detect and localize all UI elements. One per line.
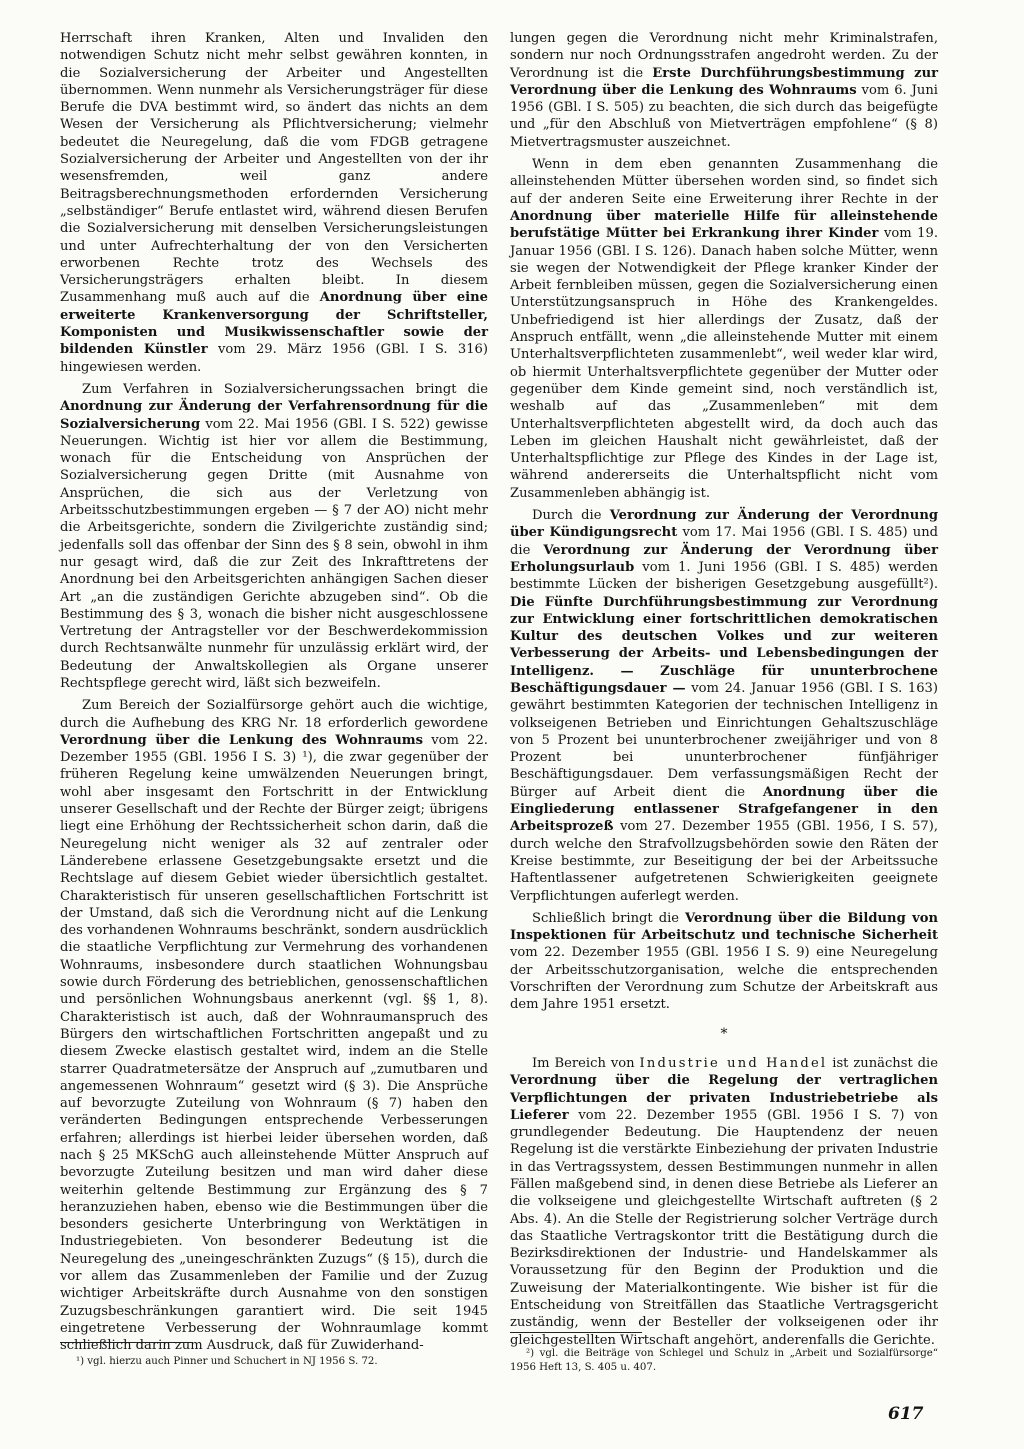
paragraph-labour-law: Durch die Verordnung zur Änderung der Verordnung über Kündigungsrecht vom 17. Mai 1956 (GBl. I S. 485) und die Verordnung zur Änderung der Verordnung über Erholungsurlaub vom 1. Juni 1956 (GBl. I S. 485) werden bestimmte Lücken der bisherigen Gesetzgebung ausgefüllt²). Die Fünfte Durchführungsbestimmung zur Verordnung zur Entwicklung einer fortschrittlichen demokratischen Kultur des deutschen Volkes und zur weiteren Verbesserung der Arbeits- und Lebensbedingungen der Intelligenz. — Zuschläge für ununterbrochene Beschäftigungsdauer — vom 24. Januar 1956 (GBl. I S. 163) gewährt bestimmten Kategorien der technischen Intelligenz in volkseigenen Betrieben und Einrichtungen Gehaltszuschläge von 5 Prozent bei ununterbrochener zweijähriger und von 8 Prozent bei ununterbrochener fünfjähriger Beschäftigungsdauer. Dem verfassungsmäßigen Recht der Bürger auf Arbeit dient die Anordnung über die Eingliederung entlassener Strafgefangener in den Arbeitsprozeß vom 27. Dezember 1955 (GBl. 1956, I S. 57), durch welche den Strafvollzugsbehörden sowie den Räten der Kreise bestimmte, zur Beseitigung der bei der Arbeitssuche Haftentlassener aufgetretenen Schwierigkeiten geeignete Verpflichtungen auferlegt werden. [510, 508, 939, 904]
right-column [510, 30, 938, 1349]
law-title: Verordnung zur Änderung der Verordnung über Kündigungsrecht [510, 508, 938, 541]
law-title: Verordnung über die Lenkung des Wohnraums [60, 732, 423, 748]
paragraph-industry-trade: Im Bereich von Industrie und Handel ist zunächst die Verordnung über die Regelung der vertraglichen Verpflichtungen der privaten Industriebetriebe als Lieferer vom 22. Dezember 1955 (GBl. 1956 I S. 7) von grundlegender Bedeutung. Die Hauptendenz der neuen Regelung ist die verstärkte Einbeziehung der privaten Industrie in das Vertragssystem, dessen Bestimmungen nunmehr in allen Fällen maßgebend sind, in denen diese Betriebe als Lieferer an die volkseigene und gleichgestellte Wirtschaft auftreten (§ 2 Abs. 4). An die Stelle der Registrierung solcher Verträge durch das Staatliche Vertragskontor tritt die Bestätigung durch die Bezirksdirektionen der Industrie- und Handelskammer als Voraussetzung für den Beginn der Produktion und die Zuweisung der Materialkontingente. Wie bisher ist für die Entscheidung von Streitfällen das Staatliche Vertragsgericht zuständig, wenn der Besteller der volkseigenen oder ihr gleichgestellten Wirtschaft angehört, anderenfalls die Gerichte. [510, 1055, 938, 1348]
law-title: Anordnung über materielle Hilfe für alleinstehende berufstätige Mütter bei Erkrankung ihrer Kinder [510, 208, 938, 242]
paragraph-housing-regulation: Zum Bereich der Sozialfürsorge gehört auch die wichtige, durch die Aufhebung des KRG Nr. 18 erforderlich gewordene Verordnung über die Lenkung des Wohnraums vom 22. Dezember 1955 (GBl. 1956 I S. 3) ¹), die zwar gegenüber der früheren Regelung keine umwälzenden Neuerungen bringt, wohl aber insgesamt den Fortschritt in der Entwicklung unserer Gesellschaft und der Rechte der Bürger zeigt; übrigens liegt eine Erhöhung der Rechtssicherheit schon darin, daß die Neuregelung nicht weniger als 32 auf zentraler oder Länderebene erlassene Gesetzgebungsakte ersetzt und die Rechtslage auf diesem Gebiet wieder übersichtlich gestaltet. Charakteristisch für unseren gesellschaftlichen Fortschritt ist der Umstand, daß sich die Verordnung nicht auf die Lenkung des vorhandenen Wohnraums beschränkt, sondern ausdrücklich die staatliche Verpflichtung zur Vermehrung des vorhandenen Wohnraums, insbesondere durch staatlichen Wohnungsbau sowie durch Förderung des betrieblichen, genossenschaftlichen und persönlichen Wohnungsbaus anerkennt (vgl. §§ 1, 8). Charakteristisch ist auch, daß der Wohnraumanspruch des Bürgers den wirtschaftlichen Fortschritten angepaßt und zu diesem Zwecke elastisch gestaltet wird, indem an die Stelle starrer Quadratmetersätze der Anspruch auf „zumutbaren und angemessenen Wohnraum“ gesetzt wird (§ 3). Die Ansprüche auf bevorzugte Zuteilung von Wohnraum (§ 7) haben den veränderten Bedingungen entsprechende Verbesserungen erfahren; allerdings ist hierbei leider übersehen worden, daß nach § 25 MKSchG auch alleinstehende Mütter Anspruch auf bevorzugte Zuteilung besitzen und man wird daher diese weiterhin geltende Bestimmung zur Ergänzung des § 7 heranzuziehen haben, ebenso wie die Bestimmungen über die besonders gesicherte Unterbringung von Werktätigen in Industriegebieten. Von besonderer Bedeutung ist die Neuregelung des „uneingeschränkten Zuzugs“ (§ 15), durch die vor allem das Zusammenleben der Familie und der Zuzug wichtiger Arbeitskräfte durch Ausnahme von den sonstigen Zuzugsbeschränkungen garantiert wird. Die seit 1945 eingetretene Verbesserung der Wohnraumlage kommt schließlich darin zum Ausdruck, daß für Zuwiderhand- [60, 698, 488, 1354]
paragraph-social-insurance-procedure: Zum Verfahren in Sozialversicherungssachen bringt die Anordnung zur Änderung der Verfahrensordnung für die Sozialversicherung vom 22. Mai 1956 (GBl. I S. 522) gewisse Neuerungen. Wichtig ist hier vor allem die Bestimmung, wonach für die Entscheidung von Ansprüchen der Sozialversicherung gegen Dritte (mit Ausnahme von Ansprüchen, die sich aus der Verletzung von Arbeitsschutzbestimmungen ergeben — § 7 der AO) nicht mehr die Arbeitsgerichte, sondern die Zivilgerichte zuständig sind; jedenfalls soll das offenbar der Sinn des § 8 sein, obwohl in ihm nur gesagt wird, daß die zur Zeit des Inkrafttretens der Anordnung bei den Arbeitsgerichten anhängigen Sachen dieser Art „an die zuständigen Gerichte abzugeben sind“. Ob die Bestimmung des § 3, wonach die bisher nicht ausgeschlossene Vertretung der Antragsteller vor der Beschwerdekommission durch Rechtsanwälte nunmehr für unzulässig erklärt wird, der Bedeutung der Anwaltskollegien als Organe unserer Rechtspflege gerecht wird, läßt sich bezweifeln. [60, 381, 488, 691]
footnote-rule [510, 1332, 642, 1333]
spaced-heading: Industrie und Handel [639, 1055, 828, 1071]
law-title: Erste Durchführungsbestimmung zur Verordnung über die Lenkung des Wohnraums [510, 65, 938, 98]
footnote-rule [60, 1342, 192, 1343]
paragraph-health-care-artists: Herrschaft ihren Kranken, Alten und Invaliden den notwendigen Schutz nicht mehr selbst gewähren konnten, in die Sozialversicherung der Arbeiter und Angestellten übernommen. Wenn nunmehr als Versicherungsträger für diese Berufe die DVA bestimmt wird, so ändert das nichts an dem Wesen der Versicherung als Pflichtversicherung; vielmehr bedeutet die Neuregelung, daß die vom FDGB getragene Sozialversicherung der Arbeiter und Angestellten von der ihr wesensfremden, weil ganz andere Beitragsberechnungsmethoden erfordernden Versicherung „selbständiger“ Berufe entlastet wird, während diesen Berufen die Sozialversicherung mit denselben Versicherungsleistungen und unter Aufrechterhaltung der von den Versicherten erworbenen Rechte trotz des Wechsels des Versicherungsträgers erhalten bleibt. In diesem Zusammenhang muß auch auf die Anordnung über eine erweiterte Krankenversorgung der Schriftsteller, Komponisten und Musikwissenschaftler sowie der bildenden Künstler vom 29. März 1956 (GBl. I S. 316) hingewiesen werden. [60, 31, 488, 375]
paragraph-housing-implementation: lungen gegen die Verordnung nicht mehr Kriminalstrafen, sondern nur noch Ordnungsstrafen angedroht werden. Zu der Verordnung ist die Erste Durchführungsbestimmung zur Verordnung über die Lenkung des Wohnraums vom 6. Juni 1956 (GBl. I S. 505) zu beachten, die sich durch das beigefügte und „für den Abschluß von Mietverträgen empfohlene“ (§ 8) Mietvertragsmuster auszeichnet. [510, 31, 938, 150]
law-title: Verordnung zur Änderung der Verordnung über Erholungsurlaub [510, 542, 938, 575]
footnote-1: ¹) vgl. hierzu auch Pinner und Schuchert in NJ 1956 S. 72. [76, 1356, 378, 1367]
law-title: Die Fünfte Durchführungsbestimmung zur Verordnung zur Entwicklung einer fortschrittlichen demokratischen Kultur des deutschen Volkes und zur weiteren Verbesserung der Arbeits- und Lebensbedingungen der Intelligenz. — Zuschläge für ununterbrochene Beschäftigungsdauer — [510, 594, 938, 696]
paragraph-single-mothers: Wenn in dem eben genannten Zusammenhang die alleinstehenden Mütter übersehen worden sind, so findet sich auf der anderen Seite eine Erweiterung ihrer Rechte in der Anordnung über materielle Hilfe für alleinstehende berufstätige Mütter bei Erkrankung ihrer Kinder vom 19. Januar 1956 (GBl. I S. 126). Danach haben solche Mütter, wenn sie wegen der Notwendigkeit der Pflege kranker Kinder der Arbeit fernbleiben müssen, gegen die Sozialversicherung einen Unterstützungsanspruch in Höhe des Krankengeldes. Unbefriedigend ist hier allerdings der Zusatz, daß der Anspruch entfällt, wenn „die alleinstehende Mutter mit einem Unterhaltsverpflichteten zusammenlebt“, weil weder klar wird, ob hiermit Unterhaltsverpflichtete gegenüber der Mutter oder gegenüber dem Kinde gemeint sind, noch verständlich ist, weshalb auf das „Zusammenleben“ mit dem Unterhaltsverpflichteten abgestellt wird, da doch auch das Leben im gleichen Haushalt nicht gewährleistet, daß der Unterhaltspflichtige zur Pflege des Kindes in der Lage ist, während andererseits die Unterhaltspflicht nicht vom Zusammenleben abhängig ist. [510, 157, 938, 501]
law-title: Anordnung zur Änderung der Verfahrensordnung für die Sozialversicherung [60, 399, 488, 432]
law-title: Anordnung über eine erweiterte Krankenversorgung der Schriftsteller, Komponisten und Musikwissenschaftler sowie der bildenden Künstler [60, 290, 488, 358]
law-title: Verordnung über die Bildung von Inspektionen für Arbeitschutz und technische Sicherheit [510, 910, 938, 944]
footnote-2: ²) vgl. die Beiträge von Schlegel und Schulz in „Arbeit und Sozialfürsorge“ 1956 Heft 13, S. 405 u. 407. [510, 1348, 938, 1373]
page-number: 617 [888, 1404, 924, 1424]
law-title: Anordnung über die Eingliederung entlassener Strafgefangener in den Arbeitsprozeß [510, 784, 938, 835]
law-title: Verordnung über die Regelung der vertraglichen Verpflichtungen der privaten Industriebetriebe als Lieferer [510, 1073, 938, 1123]
section-divider: * [720, 1025, 728, 1042]
paragraph-work-safety: Schließlich bringt die Verordnung über die Bildung von Inspektionen für Arbeitschutz und technische Sicherheit vom 22. Dezember 1955 (GBl. 1956 I S. 9) eine Neuregelung der Arbeitsschutzorganisation, welche die entsprechenden Vorschriften der Verordnung zum Schutze der Arbeitskraft aus dem Jahre 1951 ersetzt. [510, 910, 938, 1013]
left-column [60, 30, 488, 1355]
